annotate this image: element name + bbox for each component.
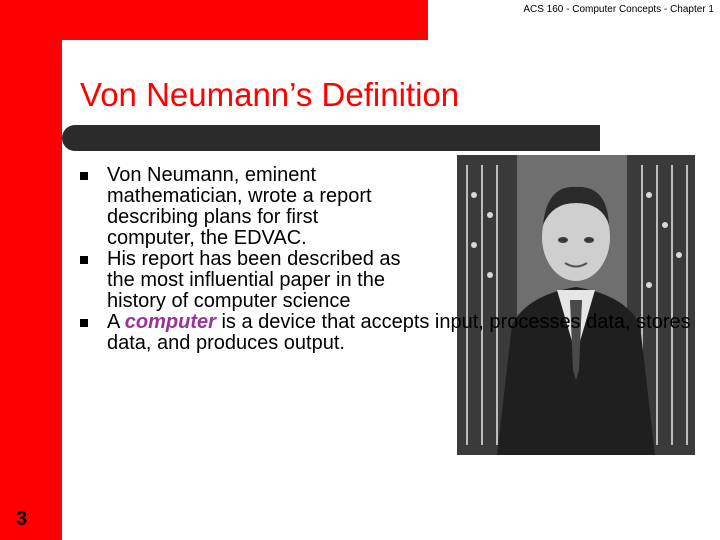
square-bullet-icon (80, 256, 88, 264)
slide-title: Von Neumann’s Definition (80, 76, 460, 113)
left-accent-band (0, 0, 62, 540)
bullet-text: Von Neumann, eminent mathematician, wrote a report describing plans for first computer, the EDVAC. (107, 164, 372, 249)
bullet-item (80, 312, 707, 354)
bullet-item (80, 165, 407, 249)
square-bullet-icon (80, 172, 88, 180)
bullet-item (80, 249, 407, 312)
square-bullet-icon (80, 319, 88, 327)
bullet-suffix: is a device that accepts input, processes data, stores data, and produces output. (107, 311, 691, 354)
bullet-text: His report has been described as the most influential paper in the history of computer science (107, 248, 401, 312)
slide-header-text: ACS 160 - Computer Concepts - Chapter 1 (523, 4, 714, 15)
bullet-prefix: A (107, 311, 125, 333)
bullet-text (107, 311, 691, 354)
emphasized-term: computer (124, 311, 216, 333)
slide-number: 3 (16, 508, 28, 530)
bullet-list (80, 165, 700, 354)
top-accent-band (0, 0, 428, 40)
title-divider (62, 125, 600, 151)
